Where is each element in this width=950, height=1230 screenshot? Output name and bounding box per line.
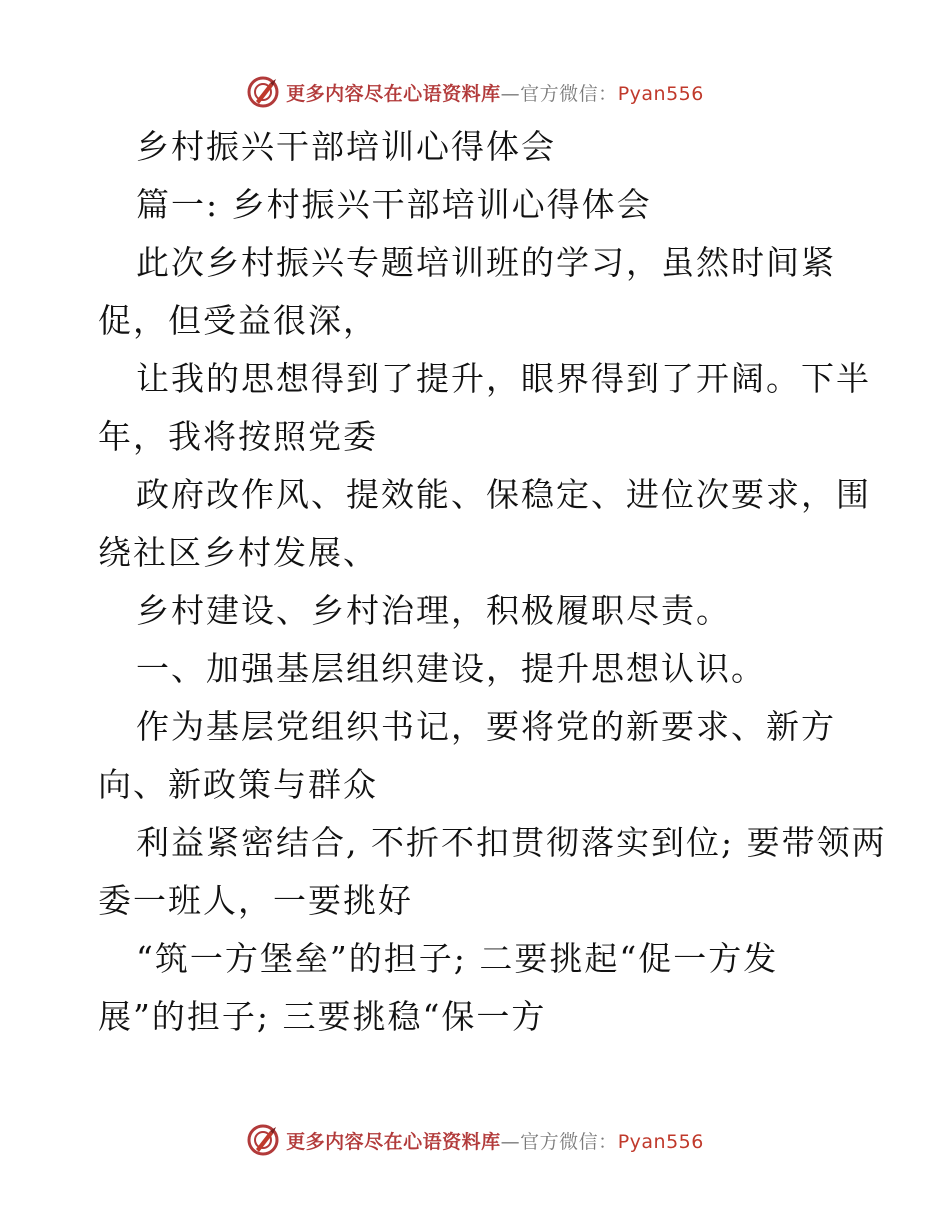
banner-wechat-id: Pyan556 <box>617 1130 704 1153</box>
pen-nib-logo-icon <box>246 1123 280 1157</box>
banner-dash-text: —官方微信： <box>500 82 618 105</box>
paragraph-line: 乡村建设、乡村治理，积极履职尽责。 <box>136 591 731 630</box>
banner-wechat-id: Pyan556 <box>617 82 704 105</box>
paragraph-line: 促，但受益很深， <box>98 301 378 340</box>
paragraph-line: 绕社区乡村发展、 <box>98 533 378 572</box>
footer-banner <box>0 1120 950 1160</box>
banner-red-text: 更多内容尽在心语资料库 <box>286 82 501 105</box>
paragraph-line: 让我的思想得到了提升，眼界得到了开阔。下半 <box>136 359 871 398</box>
document-title: 乡村振兴干部培训心得体会 <box>136 127 556 166</box>
paragraph-line: 此次乡村振兴专题培训班的学习，虽然时间紧 <box>136 243 836 282</box>
subsection-heading: 一、加强基层组织建设，提升思想认识。 <box>136 649 766 688</box>
banner-text <box>286 79 704 106</box>
banner-red-text: 更多内容尽在心语资料库 <box>286 1130 501 1153</box>
header-banner <box>0 72 950 112</box>
paragraph-line: 利益紧密结合, 不折不扣贯彻落实到位; 要带领两 <box>136 823 887 862</box>
banner-dash-text: —官方微信： <box>500 1130 618 1153</box>
document-body <box>98 118 887 1046</box>
paragraph-line: 委一班人，一要挑好 <box>98 881 413 920</box>
pen-nib-logo-icon <box>246 75 280 109</box>
paragraph-line: 政府改作风、提效能、保稳定、进位次要求，围 <box>136 475 871 514</box>
paragraph-line: 作为基层党组织书记，要将党的新要求、新方 <box>136 707 836 746</box>
paragraph-line: 向、新政策与群众 <box>98 765 378 804</box>
paragraph-line: 展”的担子; 三要挑稳“保一方 <box>98 997 547 1036</box>
paragraph-line: “筑一方堡垒”的担子; 二要挑起“促一方发 <box>136 939 779 978</box>
paragraph-line: 年，我将按照党委 <box>98 417 378 456</box>
section-heading: 篇一: 乡村振兴干部培训心得体会 <box>136 185 652 224</box>
banner-text <box>286 1127 704 1154</box>
